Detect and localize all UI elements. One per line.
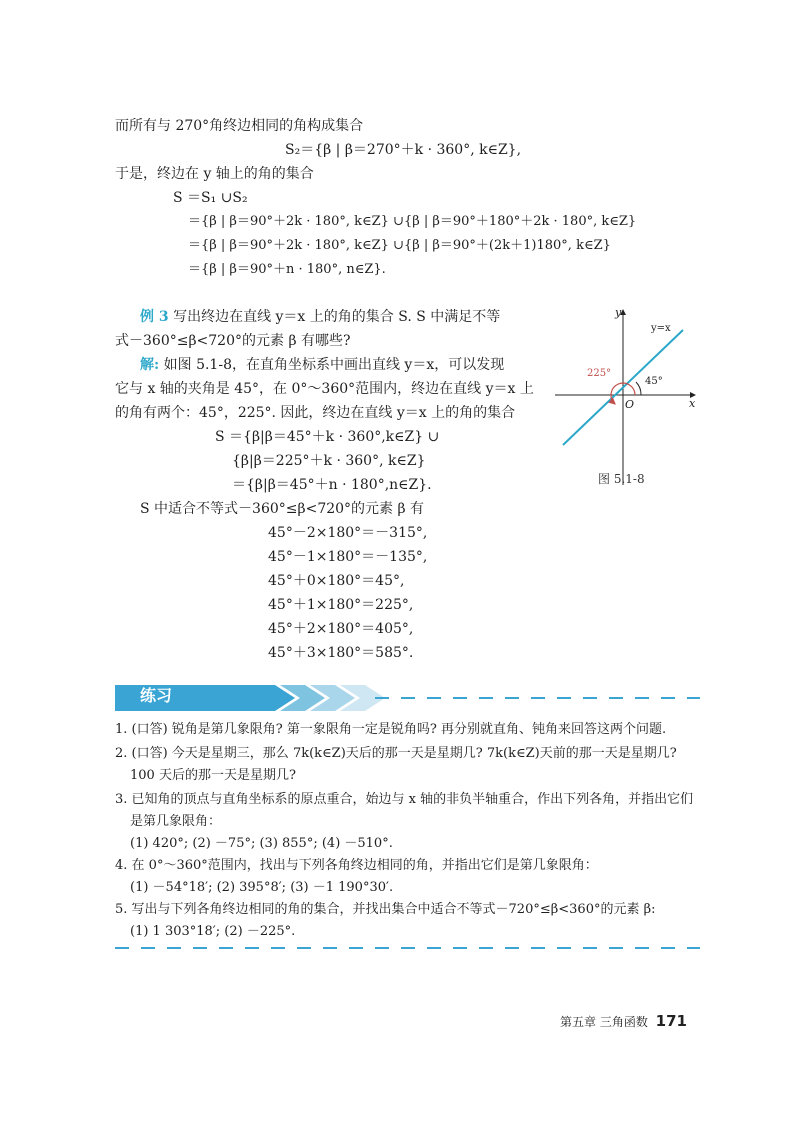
result-4: 45°＋1×180°＝225°, bbox=[268, 597, 414, 613]
solution-line-1 bbox=[140, 355, 504, 375]
example-label: 例 3 bbox=[140, 309, 169, 325]
solution-set-2: {β|β＝225°＋k · 360°, k∈Z} bbox=[232, 453, 426, 469]
derivation-step-2: ＝{β | β＝90°＋2k · 180°, k∈Z} ∪{β | β＝90°＋(2k＋1)180°, k∈Z} bbox=[188, 238, 611, 253]
solution-line-3: 的角有两个：45°，225°. 因此，终边在直线 y＝x 上的角的集合 bbox=[115, 405, 516, 421]
derivation-step-1: ＝{β | β＝90°＋2k · 180°, k∈Z} ∪{β | β＝90°＋180°＋2k · 180°, k∈Z} bbox=[188, 214, 637, 229]
chapter-title: 第五章 三角函数 bbox=[560, 1015, 648, 1029]
bottom-divider bbox=[115, 947, 700, 949]
example-question-1 bbox=[140, 307, 500, 327]
figure-5-1-8 bbox=[555, 300, 705, 490]
set-s2: S₂＝{β | β＝270°＋k · 360°, k∈Z}, bbox=[285, 142, 522, 158]
exercise-5-items: (1) 1 303°18′; (2) －225°. bbox=[130, 924, 296, 939]
angle-225-label: 225° bbox=[587, 368, 612, 379]
practice-header-bar bbox=[115, 685, 715, 711]
text-line-1: 而所有与 270°角终边相同的角构成集合 bbox=[115, 118, 364, 134]
exercise-3-cont: 是第几象限角： bbox=[130, 814, 222, 829]
derivation-step-3: ＝{β | β＝90°＋n · 180°, n∈Z}. bbox=[188, 262, 386, 277]
union-s: S ＝S₁ ∪S₂ bbox=[173, 190, 248, 206]
exercise-2-cont: 100 天后的那一天是星期几? bbox=[130, 768, 296, 783]
exercise-5: 5. 写出与下列各角终边相同的角的集合，并找出集合中适合不等式－720°≤β<360°的元素 β: bbox=[115, 902, 656, 917]
result-1: 45°－2×180°＝－315°, bbox=[268, 525, 428, 541]
page-footer bbox=[560, 1012, 687, 1030]
angle-45-label: 45° bbox=[645, 376, 663, 387]
solution-set-3: ＝{β|β＝45°＋n · 180°,n∈Z}. bbox=[232, 477, 432, 493]
result-2: 45°－1×180°＝－135°, bbox=[268, 549, 428, 565]
result-5: 45°＋2×180°＝405°, bbox=[268, 621, 414, 637]
angle-45-arc bbox=[636, 382, 641, 395]
exercise-1: 1. (口答) 锐角是第几象限角? 第一象限角一定是锐角吗? 再分别就直角、钝角来回答这两个问题. bbox=[115, 722, 667, 737]
line-label: y=x bbox=[651, 323, 671, 334]
example-question-2: 式－360°≤β<720°的元素 β 有哪些? bbox=[115, 333, 351, 349]
solution-line-7: S 中适合不等式－360°≤β<720°的元素 β 有 bbox=[140, 501, 425, 517]
exercise-4: 4. 在 0°～360°范围内，找出与下列各角终边相同的角，并指出它们是第几象限角： bbox=[115, 858, 598, 873]
solution-label: 解: bbox=[140, 357, 160, 373]
practice-title: 练习 bbox=[140, 686, 173, 705]
result-6: 45°＋3×180°＝585°. bbox=[268, 645, 414, 661]
exercise-3-items: (1) 420°; (2) －75°; (3) 855°; (4) －510°. bbox=[130, 836, 393, 851]
solution-s1-text: 如图 5.1-8，在直角坐标系中画出直线 y＝x，可以发现 bbox=[163, 357, 505, 373]
page-number: 171 bbox=[655, 1012, 687, 1030]
solution-set-1: S ＝{β|β＝45°＋k · 360°,k∈Z} ∪ bbox=[215, 429, 440, 445]
result-3: 45°＋0×180°＝45°, bbox=[268, 573, 405, 589]
x-axis-label: x bbox=[689, 397, 696, 410]
exercise-2: 2. (口答) 今天是星期三，那么 7k(k∈Z)天后的那一天是星期几? 7k(k∈Z)天前的那一天是星期几? bbox=[115, 746, 677, 761]
solution-line-2: 它与 x 轴的夹角是 45°，在 0°～360°范围内，终边在直线 y＝x 上 bbox=[115, 381, 534, 397]
exercise-3: 3. 已知角的顶点与直角坐标系的原点重合，始边与 x 轴的非负半轴重合，作出下列各角，并指出它们 bbox=[115, 792, 694, 807]
example-q1-text: 写出终边在直线 y＝x 上的角的集合 S. S 中满足不等 bbox=[173, 309, 501, 325]
figure-caption: 图 5.1-8 bbox=[598, 472, 645, 486]
origin-label: O bbox=[625, 398, 635, 411]
text-line-3: 于是，终边在 y 轴上的角的集合 bbox=[115, 166, 314, 182]
y-axis-label: y bbox=[615, 306, 622, 319]
exercise-4-items: (1) －54°18′; (2) 395°8′; (3) －1 190°30′. bbox=[130, 880, 394, 895]
